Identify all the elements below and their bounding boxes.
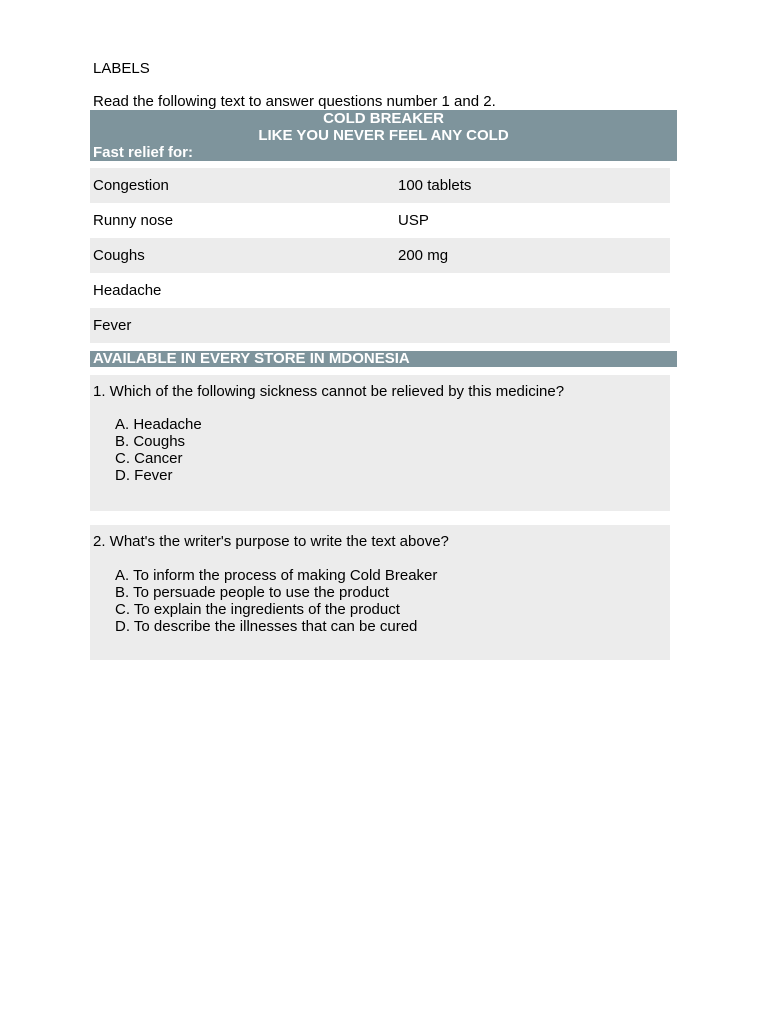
row-symptom: Headache — [93, 282, 162, 299]
row-symptom: Runny nose — [93, 212, 174, 229]
product-name: COLD BREAKER — [323, 110, 444, 127]
question-box-2 — [90, 525, 670, 660]
row-symptom: Congestion — [93, 177, 169, 194]
table-row — [90, 168, 670, 203]
table-row — [90, 238, 670, 273]
question-box-1 — [90, 375, 670, 511]
relief-heading: Fast relief for: — [93, 144, 194, 161]
answer-option: D. Fever — [115, 467, 173, 484]
row-symptom: Fever — [93, 317, 132, 334]
availability-text: AVAILABLE IN EVERY STORE IN MDONESIA — [93, 350, 410, 367]
answer-option: A. Headache — [115, 416, 202, 433]
row-detail: 200 mg — [398, 247, 449, 264]
question-text: 2. What's the writer's purpose to write the text above? — [93, 533, 449, 550]
table-row — [90, 203, 670, 238]
table-row — [90, 273, 670, 308]
answer-option: B. To persuade people to use the product — [115, 584, 390, 601]
availability-banner — [90, 351, 677, 367]
row-detail: USP — [398, 212, 429, 229]
label-header-banner — [90, 110, 677, 161]
answer-option: C. Cancer — [115, 450, 183, 467]
product-tagline: LIKE YOU NEVER FEEL ANY COLD — [258, 127, 509, 144]
answer-option: B. Coughs — [115, 433, 186, 450]
page-heading: LABELS — [93, 60, 150, 77]
answer-option: D. To describe the illnesses that can be cured — [115, 618, 418, 635]
answer-option: C. To explain the ingredients of the product — [115, 601, 400, 618]
table-row — [90, 308, 670, 343]
row-detail: 100 tablets — [398, 177, 472, 194]
question-text: 1. Which of the following sickness cannot be relieved by this medicine? — [93, 383, 565, 400]
instruction-text: Read the following text to answer questions number 1 and 2. — [93, 93, 496, 110]
answer-option: A. To inform the process of making Cold Breaker — [115, 567, 438, 584]
row-symptom: Coughs — [93, 247, 145, 264]
